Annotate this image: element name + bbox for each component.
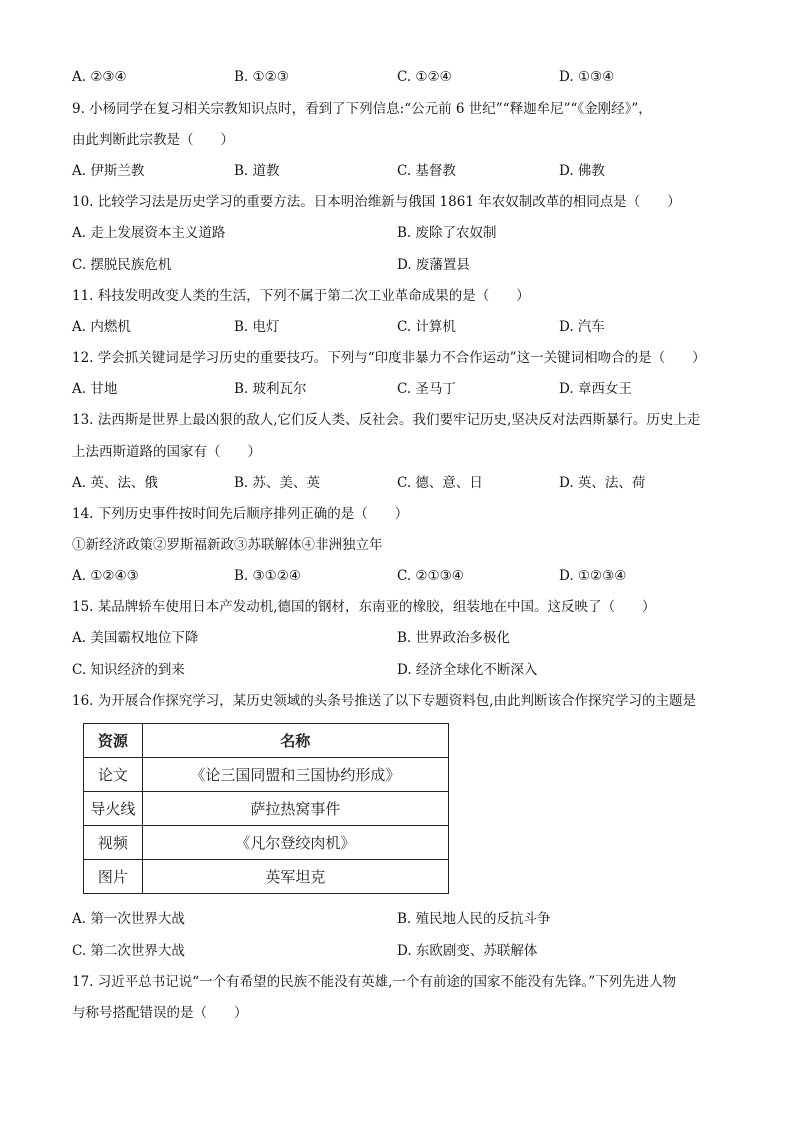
q14-stem-line1: 14. 下列历史事件按时间先后顺序排列正确的是（ ） (72, 506, 409, 522)
q15-stem-line1: 15. 某品牌轿车使用日本产发动机,德国的钢材，东南亚的橡胶，组装地在中国。这反映了（ ） (72, 599, 656, 615)
q12-option-d[interactable]: D. 章西女王 (559, 381, 632, 397)
q15-option-c[interactable]: C. 知识经济的到来 (72, 662, 185, 678)
table-cell: 视频 (84, 826, 143, 860)
table-row (84, 860, 449, 894)
table-cell: 论文 (84, 758, 143, 792)
q14-stem-line2: ①新经济政策②罗斯福新政③苏联解体④非洲独立年 (72, 537, 383, 553)
q14-option-b[interactable]: B. ③①②④ (234, 568, 301, 584)
q11-option-b[interactable]: B. 电灯 (234, 319, 280, 335)
q13-option-d[interactable]: D. 英、法、荷 (559, 475, 646, 491)
table-cell: 英军坦克 (142, 860, 448, 894)
q12-option-b[interactable]: B. 玻利瓦尔 (234, 381, 307, 397)
q16-source-table (83, 723, 449, 894)
q17-stem-line1: 17. 习近平总书记说“一个有希望的民族不能没有英雄,一个有前途的国家不能没有先锋。”下列先进人物 (72, 974, 677, 990)
q16-stem-line1: 16. 为开展合作探究学习，某历史领域的头条号推送了以下专题资料包,由此判断该合作探究学习的主题是 (72, 693, 697, 709)
q12-stem-line1: 12. 学会抓关键词是学习历史的重要技巧。下列与“印度非暴力不合作运动”这一关键词相吻合的是（ ） (72, 350, 706, 366)
q8-option-b[interactable]: B. ①②③ (234, 69, 289, 85)
q14-option-c[interactable]: C. ②①③④ (397, 568, 464, 584)
table-cell: 导火线 (84, 792, 143, 826)
q17-stem-line2: 与称号搭配错误的是（ ） (72, 1005, 248, 1021)
q13-option-a[interactable]: A. 英、法、俄 (72, 475, 158, 491)
q12-option-c[interactable]: C. 圣马丁 (397, 381, 456, 397)
q11-option-a[interactable]: A. 内燃机 (72, 319, 131, 335)
q11-option-c[interactable]: C. 计算机 (397, 319, 456, 335)
q9-stem-line2: 由此判断此宗教是（ ） (72, 132, 234, 148)
q16-option-a[interactable]: A. 第一次世界大战 (72, 911, 185, 927)
table-header-cell: 名称 (142, 724, 448, 758)
table-row (84, 792, 449, 826)
table-cell: 《凡尔登绞肉机》 (142, 826, 448, 860)
q8-option-a[interactable]: A. ②③④ (72, 69, 127, 85)
q9-option-b[interactable]: B. 道教 (234, 163, 280, 179)
q13-stem-line2: 上法西斯道路的国家有（ ） (72, 444, 261, 460)
q10-option-d[interactable]: D. 废藩置县 (397, 257, 470, 273)
q15-option-d[interactable]: D. 经济全球化不断深入 (397, 662, 538, 678)
table-cell: 图片 (84, 860, 143, 894)
q13-stem-line1: 13. 法西斯是世界上最凶狠的敌人,它们反人类、反社会。我们要牢记历史,坚决反对法西斯暴行。历史上走 (72, 412, 701, 428)
q9-option-d[interactable]: D. 佛教 (559, 163, 605, 179)
q13-option-b[interactable]: B. 苏、美、英 (234, 475, 321, 491)
table-header-row (84, 724, 449, 758)
table-cell: 萨拉热窝事件 (142, 792, 448, 826)
q16-option-c[interactable]: C. 第二次世界大战 (72, 943, 185, 959)
q15-option-b[interactable]: B. 世界政治多极化 (397, 630, 511, 646)
table-cell: 《论三国同盟和三国协约形成》 (142, 758, 448, 792)
q16-option-b[interactable]: B. 殖民地人民的反抗斗争 (397, 911, 551, 927)
q8-option-c[interactable]: C. ①②④ (397, 69, 452, 85)
q9-stem-line1: 9. 小杨同学在复习相关宗教知识点时，看到了下列信息:“公元前 6 世纪”“释迦牟尼”“《金刚经》”， (72, 101, 652, 117)
q14-option-d[interactable]: D. ①②③④ (559, 568, 627, 584)
q14-option-a[interactable]: A. ①②④③ (72, 568, 139, 584)
q10-option-c[interactable]: C. 摆脱民族危机 (72, 257, 172, 273)
q10-option-b[interactable]: B. 废除了农奴制 (397, 225, 497, 241)
q12-option-a[interactable]: A. 甘地 (72, 381, 118, 397)
q16-option-d[interactable]: D. 东欧剧变、苏联解体 (397, 943, 538, 959)
q11-stem-line1: 11. 科技发明改变人类的生活，下列不属于第二次工业革命成果的是（ ） (72, 288, 530, 304)
q10-option-a[interactable]: A. 走上发展资本主义道路 (72, 225, 226, 241)
q15-option-a[interactable]: A. 美国霸权地位下降 (72, 630, 199, 646)
q8-option-d[interactable]: D. ①③④ (559, 69, 615, 85)
table-row (84, 758, 449, 792)
q9-option-c[interactable]: C. 基督教 (397, 163, 456, 179)
table-header-cell: 资源 (84, 724, 143, 758)
table-row (84, 826, 449, 860)
q11-option-d[interactable]: D. 汽车 (559, 319, 605, 335)
q9-option-a[interactable]: A. 伊斯兰教 (72, 163, 145, 179)
q10-stem-line1: 10. 比较学习法是历史学习的重要方法。日本明治维新与俄国 1861 年农奴制改革的相同点是（ ） (72, 194, 681, 210)
q13-option-c[interactable]: C. 德、意、日 (397, 475, 483, 491)
